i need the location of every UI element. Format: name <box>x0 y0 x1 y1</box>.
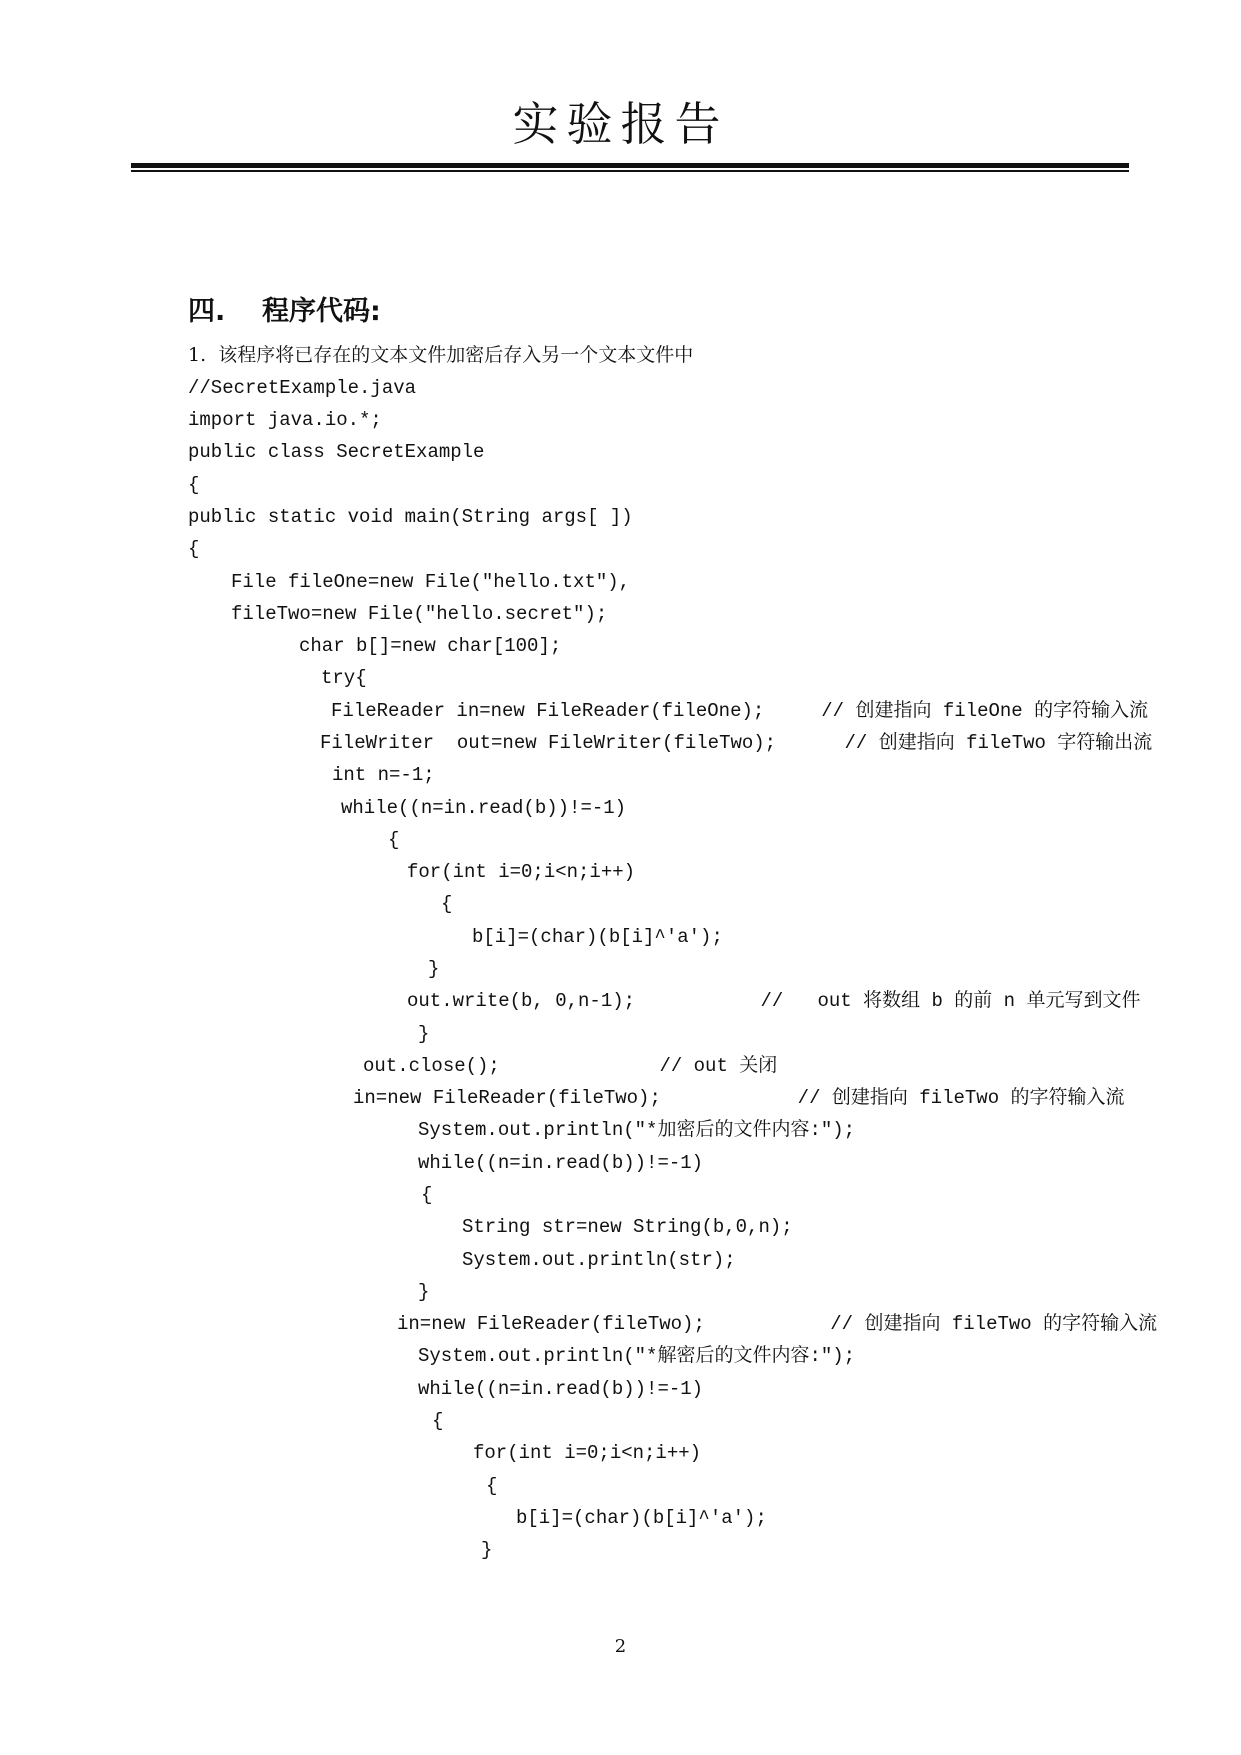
code-line: { <box>441 893 453 915</box>
section-heading <box>188 289 381 328</box>
code-line: { <box>188 538 200 560</box>
code-line: public static void main(String args[ ]) <box>188 506 633 528</box>
code-line: b[i]=(char)(b[i]^'a'); <box>516 1507 767 1529</box>
code-line: out.close(); // out 关闭 <box>363 1055 778 1077</box>
code-line: char b[]=new char[100]; <box>299 635 562 657</box>
section-number: 四. <box>188 296 226 327</box>
code-line: FileWriter out=new FileWriter(fileTwo); // 创建指向 fileTwo 字符输出流 <box>320 732 1153 754</box>
code-line: FileReader in=new FileReader(fileOne); // 创建指向 fileOne 的字符输入流 <box>331 700 1149 722</box>
code-line: } <box>418 1023 430 1045</box>
code-line: { <box>421 1184 433 1206</box>
header-rule-thick <box>131 163 1129 168</box>
code-line: b[i]=(char)(b[i]^'a'); <box>472 926 723 948</box>
code-line: while((n=in.read(b))!=-1) <box>418 1152 704 1174</box>
page-title: 实验报告 <box>512 97 729 151</box>
code-line: for(int i=0;i<n;i++) <box>473 1442 702 1464</box>
code-line: fileTwo=new File("hello.secret"); <box>231 603 608 625</box>
code-line: String str=new String(b,0,n); <box>462 1216 793 1238</box>
code-line: } <box>418 1281 430 1303</box>
header-rule-thin <box>131 170 1129 172</box>
code-line: in=new FileReader(fileTwo); // 创建指向 fileTwo 的字符输入流 <box>353 1087 1125 1109</box>
code-line: while((n=in.read(b))!=-1) <box>418 1378 704 1400</box>
code-line: while((n=in.read(b))!=-1) <box>341 797 627 819</box>
page-number: 2 <box>614 1636 627 1657</box>
intro-line: 1. 该程序将已存在的文本文件加密后存入另一个文本文件中 <box>188 344 694 366</box>
code-line: { <box>432 1410 444 1432</box>
code-line: } <box>428 958 440 980</box>
code-line: { <box>388 829 400 851</box>
code-line: try{ <box>321 667 367 689</box>
code-line: File fileOne=new File("hello.txt"), <box>231 571 631 593</box>
code-line: for(int i=0;i<n;i++) <box>407 861 636 883</box>
section-title: 程序代码: <box>262 296 381 327</box>
code-line: } <box>481 1539 493 1561</box>
code-line: System.out.println("*加密后的文件内容:"); <box>418 1119 856 1141</box>
code-line: System.out.println("*解密后的文件内容:"); <box>418 1345 856 1367</box>
code-line: public class SecretExample <box>188 441 485 463</box>
code-line: { <box>188 474 200 496</box>
code-line: import java.io.*; <box>188 409 382 431</box>
code-line: System.out.println(str); <box>462 1249 736 1271</box>
code-line: in=new FileReader(fileTwo); // 创建指向 fileTwo 的字符输入流 <box>397 1313 1158 1335</box>
code-line: { <box>486 1475 498 1497</box>
code-line: int n=-1; <box>332 764 435 786</box>
code-line: out.write(b, 0,n-1); // out 将数组 b 的前 n 单元写到文件 <box>407 990 1141 1012</box>
code-line: //SecretExample.java <box>188 377 417 399</box>
